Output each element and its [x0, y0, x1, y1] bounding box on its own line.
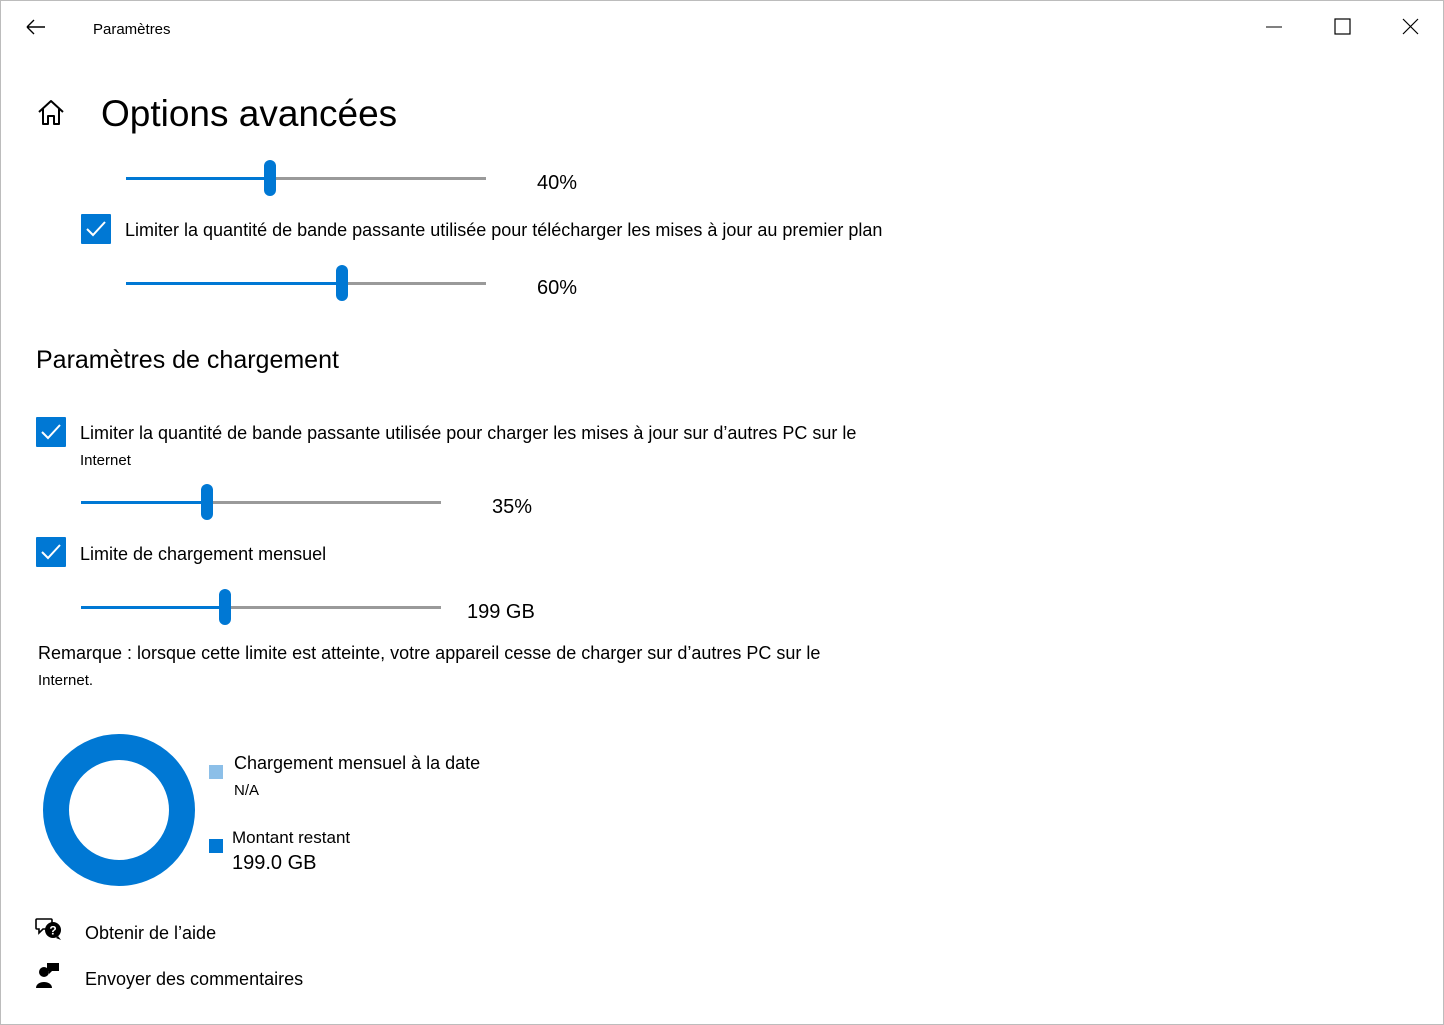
foreground-bandwidth-slider[interactable] — [126, 272, 486, 296]
back-arrow-icon — [19, 11, 55, 43]
upload-bandwidth-label-continued: Internet — [80, 452, 131, 469]
upload-bandwidth-label: Limiter la quantité de bande passante utilisée pour charger les mises à jour sur d’autres PC sur le — [80, 423, 857, 443]
slider-track-filled — [81, 606, 225, 609]
send-feedback-link[interactable]: Envoyer des commentaires — [85, 969, 304, 989]
checkmark-icon — [36, 537, 66, 567]
back-button[interactable] — [19, 11, 55, 43]
page-title: Options avancées — [101, 93, 398, 134]
feedback-icon[interactable] — [34, 961, 64, 991]
monthly-limit-slider[interactable] — [81, 596, 441, 620]
monthly-limit-checkbox[interactable] — [36, 537, 66, 567]
checkmark-icon — [81, 214, 111, 244]
monthly-limit-label: Limite de chargement mensuel — [80, 544, 327, 564]
slider-track-filled — [126, 282, 342, 285]
svg-text:?: ? — [49, 923, 57, 938]
upload-bandwidth-slider[interactable] — [81, 491, 441, 515]
maximize-button[interactable] — [1319, 9, 1365, 45]
close-button[interactable] — [1387, 9, 1433, 45]
monthly-limit-value: 199 GB — [467, 601, 535, 623]
slider-thumb[interactable] — [264, 160, 276, 196]
upload-section-title: Paramètres de chargement — [36, 346, 339, 374]
legend-label-uploaded: Chargement mensuel à la date — [234, 753, 481, 773]
legend-value-remaining: 199.0 GB — [232, 852, 317, 874]
checkmark-icon — [36, 417, 66, 447]
close-icon — [1387, 9, 1433, 45]
note-text: Remarque : lorsque cette limite est atteinte, votre appareil cesse de charger sur d’autres PC sur le — [38, 643, 821, 663]
foreground-bandwidth-checkbox[interactable] — [81, 214, 111, 244]
slider-thumb[interactable] — [336, 265, 348, 301]
legend-label-remaining: Montant restant — [232, 828, 351, 847]
get-help-link[interactable]: Obtenir de l’aide — [85, 923, 217, 943]
legend-value-uploaded: N/A — [234, 782, 260, 799]
upload-bandwidth-checkbox[interactable] — [36, 417, 66, 447]
minimize-button[interactable] — [1251, 9, 1297, 45]
foreground-bandwidth-label: Limiter la quantité de bande passante utilisée pour télécharger les mises à jour au premier plan — [125, 220, 883, 240]
upload-bandwidth-value: 35% — [492, 496, 533, 518]
slider-track-empty — [225, 606, 441, 609]
window-title: Paramètres — [93, 21, 171, 38]
background-bandwidth-slider[interactable] — [126, 167, 486, 191]
usage-donut-chart — [41, 732, 197, 888]
slider-thumb[interactable] — [201, 484, 213, 520]
slider-track-empty — [270, 177, 486, 180]
slider-track-empty — [207, 501, 441, 504]
maximize-icon — [1319, 9, 1365, 45]
help-chat-icon[interactable] — [34, 915, 64, 945]
background-bandwidth-value: 40% — [537, 172, 578, 194]
slider-thumb[interactable] — [219, 589, 231, 625]
note-text-continued: Internet. — [38, 672, 94, 689]
slider-track-filled — [126, 177, 270, 180]
legend-swatch-uploaded — [209, 765, 223, 779]
minimize-icon — [1251, 9, 1297, 45]
foreground-bandwidth-value: 60% — [537, 277, 578, 299]
home-icon — [35, 97, 67, 129]
legend-swatch-remaining — [209, 839, 223, 853]
home-button[interactable] — [35, 97, 67, 129]
slider-track-filled — [81, 501, 207, 504]
donut-segment-remaining — [56, 747, 182, 873]
slider-track-empty — [342, 282, 486, 285]
